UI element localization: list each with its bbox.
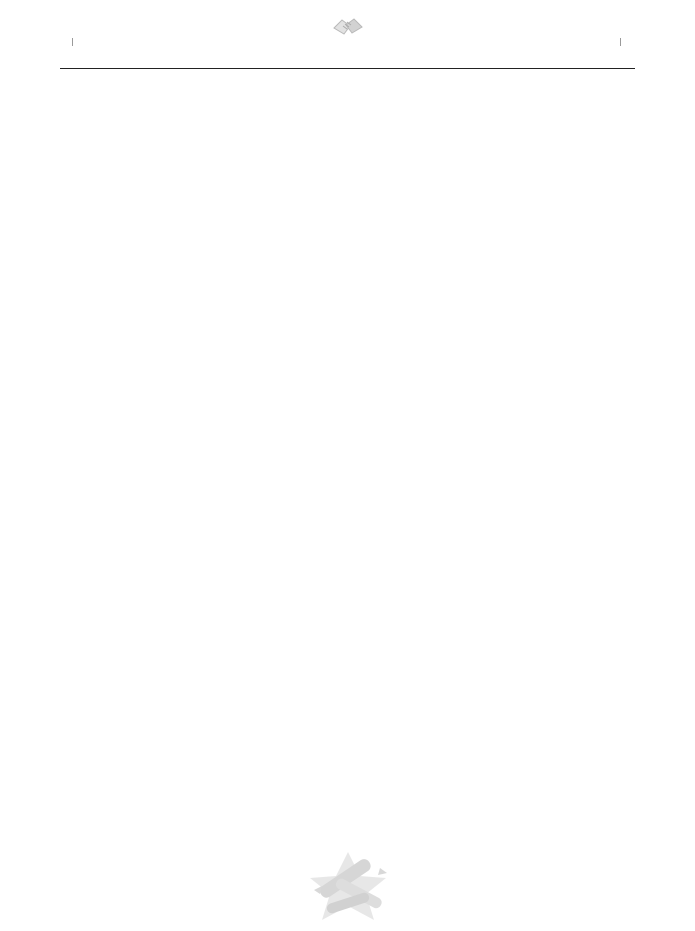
banner-icon-row-bottom — [60, 205, 635, 232]
page-header — [60, 14, 635, 69]
footer-watermark-icon — [278, 846, 418, 931]
page-footer — [0, 846, 695, 931]
interviewer-line — [100, 244, 635, 265]
margin-tick-right — [620, 38, 621, 46]
section-heading-block — [60, 99, 635, 157]
alumni-banner — [60, 183, 635, 232]
page-content — [60, 14, 635, 265]
handshake-icon — [330, 14, 366, 42]
interview-meta — [100, 244, 635, 265]
margin-tick-left — [72, 38, 73, 46]
